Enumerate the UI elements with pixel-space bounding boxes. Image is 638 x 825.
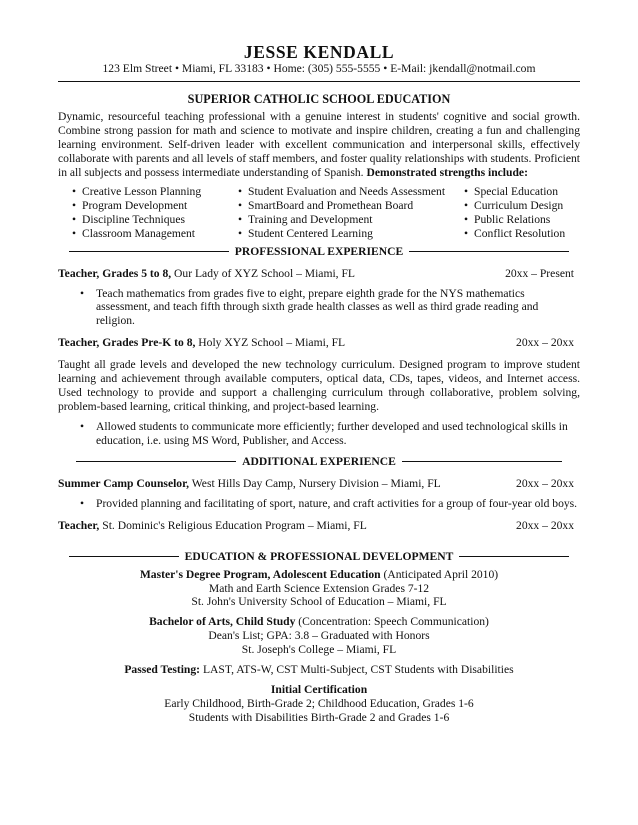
bullet-icon: • (80, 286, 85, 300)
skill-item: • Training and Development (238, 212, 373, 226)
degree-note: (Anticipated April 2010) (380, 567, 499, 581)
heading-rule (409, 251, 569, 252)
job-title: Teacher, Grades 5 to 8, (58, 266, 172, 280)
heading-rule (459, 556, 569, 557)
job-title: Teacher, Grades Pre-K to 8, (58, 336, 196, 350)
job-position (58, 267, 355, 281)
strengths-label: Demonstrated strengths include: (366, 165, 528, 179)
degree-detail: Dean's List; GPA: 3.8 – Graduated with Honors (208, 629, 430, 643)
degree-note: (Concentration: Speech Communication) (295, 615, 489, 629)
degree-title: Master's Degree Program, Adolescent Education (139, 567, 381, 581)
skills-grid (58, 185, 580, 241)
degree-detail: Math and Earth Science Extension Grades 7-12 (208, 581, 430, 595)
bullet-icon: • (80, 496, 85, 510)
bullet-icon: • (72, 184, 77, 198)
applicant-name: JESSE KENDALL (243, 42, 395, 62)
heading-rule (69, 556, 179, 557)
summary-text: Dynamic, resourceful teaching professional with a genuine interest in students' cognitive and social growth. Combine strong passion for math and science to motivate and inspire children, creating a fun and challenging learning environment. Self-driven leader with excellent communication and interpersonal skills, effectively collaborate with parents and all levels of staff members, and foster quality relationships with students. Proficient in all subjects and possess intermediate understanding of Spanish. (58, 110, 580, 179)
skill-item: • SmartBoard and Promethean Board (238, 198, 414, 212)
bullet-icon: • (238, 184, 243, 198)
bullet-icon: • (238, 212, 243, 226)
education-heading: EDUCATION & PROFESSIONAL DEVELOPMENT (58, 549, 580, 564)
job-entry (58, 267, 580, 281)
job-entry (58, 519, 580, 533)
skill-item: • Discipline Techniques (72, 212, 185, 226)
bullet-icon: • (238, 198, 243, 212)
bullet-icon: • (464, 198, 469, 212)
bullet-icon: • (72, 198, 77, 212)
heading-rule (76, 461, 236, 462)
job-description: Taught all grade levels and developed the new technology curriculum. Designed program to improve student learning and achievement through available computers, optical data, CDs, tapes, videos, and Internet access. Used technology to provide and support a challenging curriculum through collaborative, problem solving, problem-based learning, critical thinking, and project-based learning. (58, 358, 580, 413)
skill-item: • Program Development (72, 198, 188, 212)
job-bullet: • Provided planning and facilitating of sport, nature, and craft activities for a group of four-year old boys. (80, 496, 578, 510)
degree-title: Bachelor of Arts, Child Study (149, 615, 296, 629)
heading-rule (69, 251, 229, 252)
job-entry (58, 477, 580, 491)
testing-label: Passed Testing: (124, 663, 201, 677)
job-entry (58, 336, 580, 350)
job-position (58, 519, 367, 533)
bullet-icon: • (72, 212, 77, 226)
contact-line: 123 Elm Street • Miami, FL 33183 • Home: (305) 555-5555 • E-Mail: jkendall@notmail.com (102, 62, 536, 75)
heading-rule (402, 461, 562, 462)
skill-item: • Classroom Management (72, 226, 196, 240)
skill-item: • Creative Lesson Planning (72, 184, 202, 198)
bullet-icon: • (464, 226, 469, 240)
skill-item: • Student Evaluation and Needs Assessment (238, 184, 446, 198)
degree-school: St. John's University School of Education – Miami, FL (191, 595, 447, 609)
additional-experience-heading: ADDITIONAL EXPERIENCE (58, 454, 580, 469)
degree-line (58, 615, 580, 629)
education-testing (58, 663, 580, 677)
job-employer: St. Dominic's Religious Education Program – Miami, FL (99, 518, 367, 532)
header-rule (58, 81, 580, 82)
skill-item: • Curriculum Design (464, 198, 564, 212)
degree-line (58, 568, 580, 582)
job-employer: Our Lady of XYZ School – Miami, FL (171, 266, 356, 280)
skill-item: • Special Education (464, 184, 559, 198)
job-bullet: • Allowed students to communicate more efficiently; further developed and used technological skills in education, i.e. using MS Word, Publisher, and Access. (80, 419, 568, 447)
bullet-icon: • (80, 419, 85, 433)
testing-text: LAST, ATS-W, CST Multi-Subject, CST Students with Disabilities (200, 663, 514, 677)
job-title: Summer Camp Counselor, (58, 476, 190, 490)
resume-title: SUPERIOR CATHOLIC SCHOOL EDUCATION (187, 92, 451, 106)
skill-item: • Public Relations (464, 212, 551, 226)
job-position (58, 336, 345, 350)
skill-item: • Student Centered Learning (238, 226, 373, 240)
bullet-icon: • (464, 212, 469, 226)
summary-paragraph (58, 110, 580, 180)
education-certification (58, 683, 580, 725)
job-employer: Holy XYZ School – Miami, FL (195, 336, 346, 350)
job-dates: 20xx – 20xx (516, 476, 574, 490)
job-title: Teacher, (58, 518, 100, 532)
education-bachelors (58, 615, 580, 657)
certification-detail: Early Childhood, Birth-Grade 2; Childhood Education, Grades 1-6 (164, 696, 474, 710)
degree-school: St. Joseph's College – Miami, FL (241, 643, 397, 657)
job-dates: 20xx – Present (505, 266, 574, 280)
bullet-icon: • (238, 226, 243, 240)
job-dates: 20xx – 20xx (516, 518, 574, 532)
certification-title: Initial Certification (270, 682, 368, 696)
bullet-icon: • (72, 226, 77, 240)
professional-experience-heading: PROFESSIONAL EXPERIENCE (58, 244, 580, 259)
job-dates: 20xx – 20xx (516, 336, 574, 350)
certification-detail: Students with Disabilities Birth-Grade 2 and Grades 1-6 (188, 710, 450, 724)
skill-item: • Conflict Resolution (464, 226, 566, 240)
job-bullet: • Teach mathematics from grades five to eight, prepare eighth grade for the NYS mathematics assessment, and teach fifth through sixth grade health classes as well as third grade reading and religion. (80, 286, 539, 328)
job-employer: West Hills Day Camp, Nursery Division – Miami, FL (189, 476, 441, 490)
bullet-icon: • (464, 184, 469, 198)
job-position (58, 477, 441, 491)
education-masters (58, 568, 580, 610)
